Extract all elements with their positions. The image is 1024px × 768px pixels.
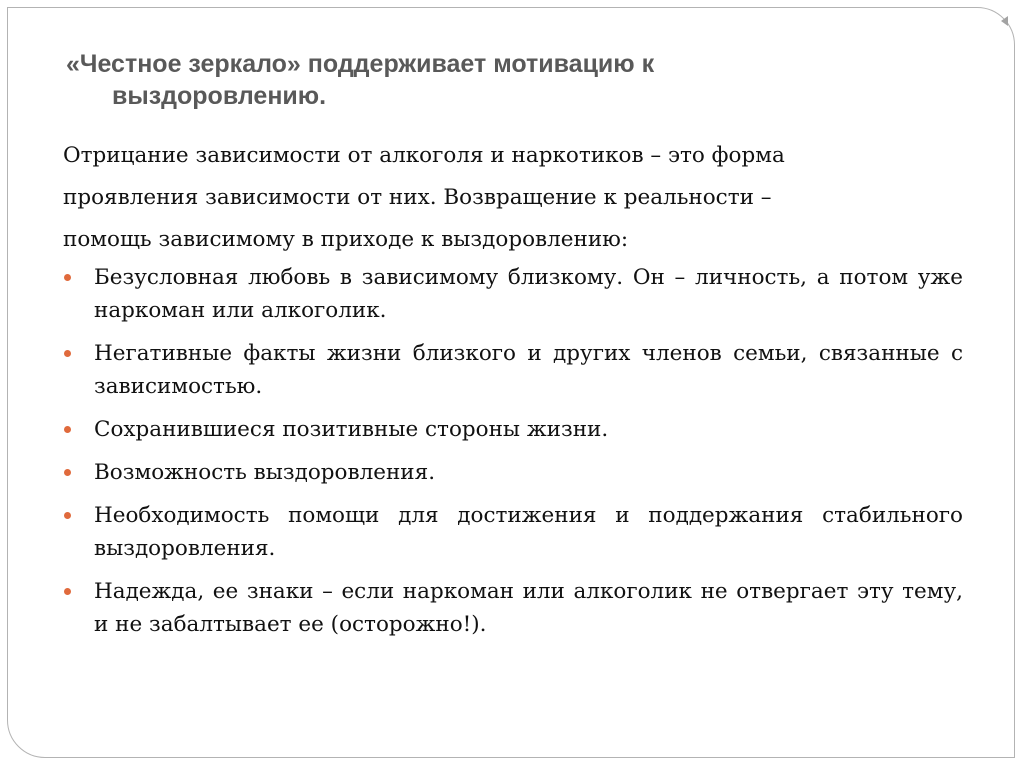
bullet-item <box>63 413 963 446</box>
orange-dot-bullet-icon <box>64 512 71 519</box>
intro-line: помощь зависимому в приходе к выздоровлению: <box>63 227 629 252</box>
bullet-text: Возможность выздоровления. <box>94 460 436 485</box>
bullet-item <box>63 575 963 641</box>
bullet-text: Необходимость помощи для достижения и поддержания стабильного выздоровления. <box>94 503 963 561</box>
bullet-item <box>63 261 963 327</box>
bullet-text: Негативные факты жизни близкого и других членов семьи, связанные с зависимостью. <box>94 341 963 399</box>
triangle-arrow-icon <box>1001 16 1008 26</box>
slide-title-line-1: «Честное зеркало» поддерживает мотивацию к <box>66 50 655 78</box>
bullet-text: Надежда, ее знаки – если наркоман или алкоголик не отвергает эту тему, и не забалтывает ее (осторожно!). <box>94 579 963 637</box>
orange-dot-bullet-icon <box>64 274 71 281</box>
bullet-item <box>63 337 963 403</box>
orange-dot-bullet-icon <box>64 469 71 476</box>
intro-line: проявления зависимости от них. Возвращение к реальности – <box>63 185 772 210</box>
bullet-list <box>63 261 963 641</box>
bullet-text: Безусловная любовь в зависимому близкому. Он – личность, а потом уже наркоман или алкоголик. <box>94 265 963 323</box>
intro-line: Отрицание зависимости от алкоголя и наркотиков – это форма <box>63 143 785 168</box>
bullet-text: Сохранившиеся позитивные стороны жизни. <box>94 417 609 442</box>
slide-title-line-2: выздоровлению. <box>112 82 327 110</box>
orange-dot-bullet-icon <box>64 588 71 595</box>
slide-body <box>63 135 963 651</box>
orange-dot-bullet-icon <box>64 426 71 433</box>
bullet-item <box>63 456 963 489</box>
bullet-item <box>63 499 963 565</box>
slide-title <box>66 48 766 112</box>
orange-dot-bullet-icon <box>64 350 71 357</box>
intro-paragraph <box>63 135 963 261</box>
